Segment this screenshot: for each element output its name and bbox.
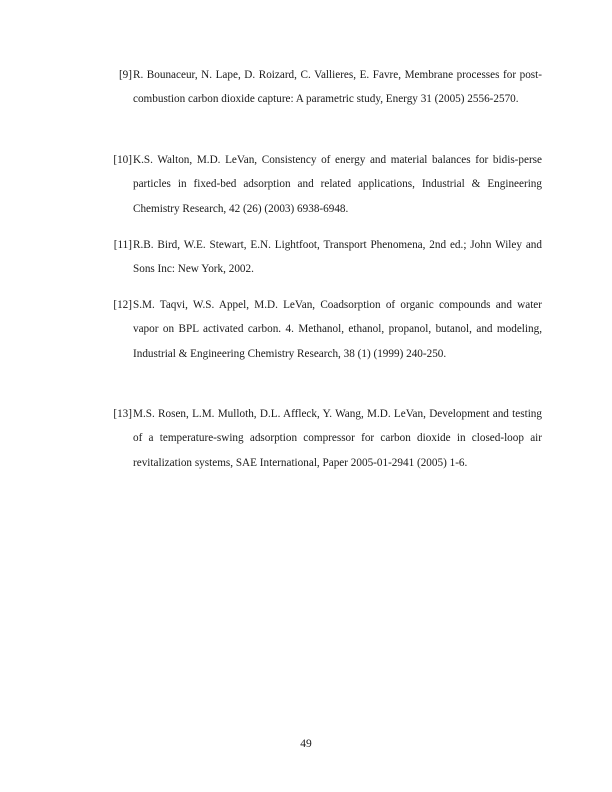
reference-text: R.B. Bird, W.E. Stewart, E.N. Lightfoot, Transport Phenomena, 2nd ed.; John Wiley and Sons Inc: New York, 2002. [133, 239, 542, 276]
reference-item [108, 233, 542, 282]
reference-number: [13] [113, 408, 132, 420]
reference-text: S.M. Taqvi, W.S. Appel, M.D. LeVan, Coadsorption of organic compounds and water vapor on BPL activated carbon. 4. Methanol, ethanol, propanol, butanol, and modeling, Industrial & Engineering Chemistry Research, 38 (1) (1999) 240-250. [133, 299, 542, 360]
reference-text: M.S. Rosen, L.M. Mulloth, D.L. Affleck, Y. Wang, M.D. LeVan, Development and testing of a temperature-swing adsorption compressor for carbon dioxide in closed-loop air revitalization systems, SAE International, Paper 2005-01-2941 (2005) 1-6. [133, 408, 542, 469]
reference-number: [12] [113, 299, 132, 311]
reference-number: [10] [113, 154, 132, 166]
reference-number: [9] [118, 69, 132, 81]
reference-number: [11] [113, 239, 132, 251]
reference-item [108, 148, 542, 221]
reference-item [108, 63, 542, 112]
page-number: 49 [300, 738, 312, 750]
reference-text: R. Bounaceur, N. Lape, D. Roizard, C. Vallieres, E. Favre, Membrane processes for post-combustion carbon dioxide capture: A parametric study, Energy 31 (2005) 2556-2570. [133, 69, 542, 106]
reference-item [108, 293, 542, 366]
reference-text: K.S. Walton, M.D. LeVan, Consistency of energy and material balances for bidis-perse particles in fixed-bed adsorption and related applications, Industrial & Engineering Chemistry Research, 42 (26) (2003) 6938-6948. [133, 154, 542, 215]
reference-item [108, 402, 542, 475]
